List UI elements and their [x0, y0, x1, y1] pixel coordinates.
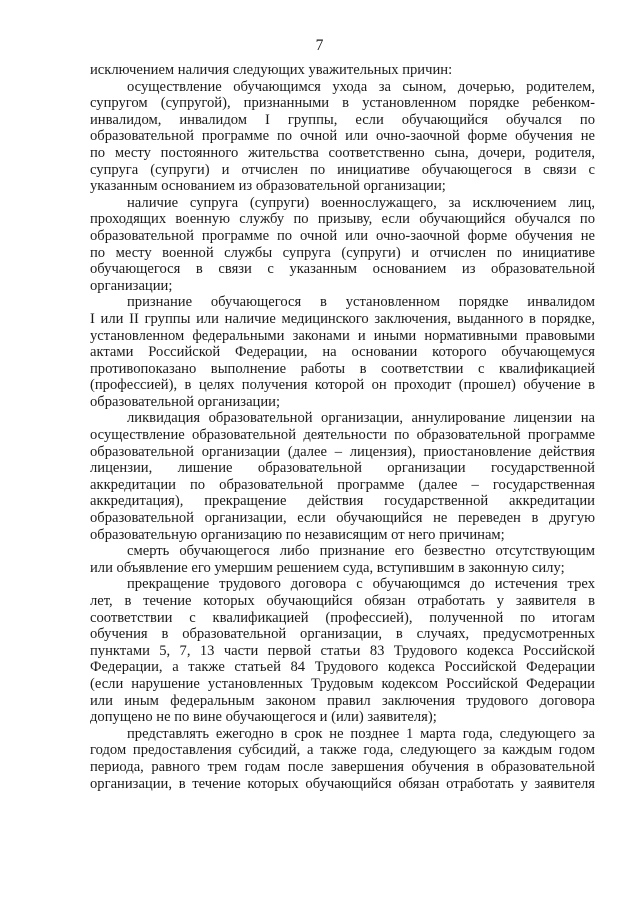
text-line: по месту постоянного жительства соответственно сына, дочери, родителя, — [90, 144, 595, 161]
text-line: или объявление его умершим решением суда, вступившим в законную силу; — [90, 559, 565, 576]
paragraph-first-line: смерть обучающегося либо признание его безвестно отсутствующим — [127, 543, 595, 560]
paragraph-first-line: наличие супруга (супруги) военнослужащего, за исключением лиц, — [127, 194, 595, 211]
paragraph-first-line: осуществление обучающимся ухода за сыном, дочерью, родителем, — [127, 78, 595, 95]
paragraph-first-line: представлять ежегодно в срок не позднее 1 марта года, следующего за — [127, 725, 595, 742]
text-line: организации; — [90, 277, 173, 294]
text-line: образовательной организации (далее – лицензия), приостановление действия — [90, 443, 595, 460]
text-line: инвалидом, инвалидом I группы, если обучающийся обучался по — [90, 111, 595, 128]
text-line: аккредитация), прекращение действия государственной аккредитации — [90, 493, 595, 510]
text-line: допущено не по вине обучающегося и (или) заявителя); — [90, 709, 437, 726]
text-line: образовательной организации; — [90, 393, 281, 410]
body-text — [90, 62, 595, 792]
text-line: осуществление образовательной деятельности по образовательной программе — [90, 427, 595, 444]
text-line: лет, в течение которых обучающийся обязан отработать у заявителя в — [90, 593, 595, 609]
text-line: обучения в образовательной организации, в случаях, предусмотренных — [90, 626, 595, 643]
text-line: обучающегося в связи с указанным основанием из образовательной — [90, 261, 595, 278]
text-line: соответствии с квалификацией (профессией), полученной по итогам — [90, 609, 595, 626]
text-line: образовательной программе по очной или очно-заочной форме обучения не — [90, 227, 595, 244]
text-line: исключением наличия следующих уважительных причин: — [90, 62, 453, 78]
text-line: организации, в течение которых обучающийся обязан отработать у заявителя — [90, 775, 595, 792]
text-line: супруга (супруги) и отчислен по инициативе обучающегося в связи с — [90, 161, 595, 178]
paragraph-first-line: ликвидация образовательной организации, аннулирование лицензии на — [127, 410, 595, 427]
text-line: образовательную организацию по независящим от него причинам; — [90, 526, 505, 543]
text-line: периода, равного трем годам после завершения обучения в образовательной — [90, 758, 595, 775]
text-line: указанным основанием из образовательной организации; — [90, 178, 446, 195]
text-line: лицензии, лишение образовательной организации государственной — [90, 460, 595, 477]
paragraph-first-line: признание обучающегося в установленном порядке инвалидом — [127, 294, 595, 311]
page-number: 7 — [315, 37, 324, 54]
text-line: I или II группы или наличие медицинского заключения, выданного в порядке, — [90, 310, 595, 327]
text-line: образовательной организации, если обучающийся не переведен в другую — [90, 510, 595, 527]
text-line: пунктами 5, 7, 13 части первой статьи 83 Трудового кодекса Российской — [90, 642, 595, 659]
text-line: образовательной программе по очной или очно-заочной форме обучения не — [90, 128, 595, 145]
text-line: годом предоставления субсидий, а также года, следующего за каждым годом — [90, 742, 595, 759]
paragraph-first-line: прекращение трудового договора с обучающимся до истечения трех — [127, 576, 595, 593]
text-line: (профессией), в целях получения которой он проходит (прошел) обучение в — [90, 377, 595, 394]
text-line: аккредитации по образовательной программе (далее – государственная — [90, 476, 595, 493]
text-line: установленном федеральными законами и иными нормативными правовыми — [90, 327, 595, 344]
text-line: или иным федеральным законом правил заключения трудового договора — [90, 692, 595, 709]
text-line: проходящих военную службу по призыву, если обучающийся обучался по — [90, 211, 595, 228]
text-line: Федерации, а также статьей 84 Трудового кодекса Российской Федерации — [90, 659, 595, 676]
text-line: супругом (супругой), признанными в установленном порядке ребенком- — [90, 95, 595, 112]
text-line: противопоказано выполнение работы в соответствии с квалификацией — [90, 360, 595, 377]
text-line: актами Российской Федерации, на основании которого обучающемуся — [90, 344, 595, 361]
text-line: по месту военной службы супруга (супруги) и отчислен по инициативе — [90, 244, 595, 261]
text-line: (если нарушение установленных Трудовым кодексом Российской Федерации — [90, 675, 595, 692]
